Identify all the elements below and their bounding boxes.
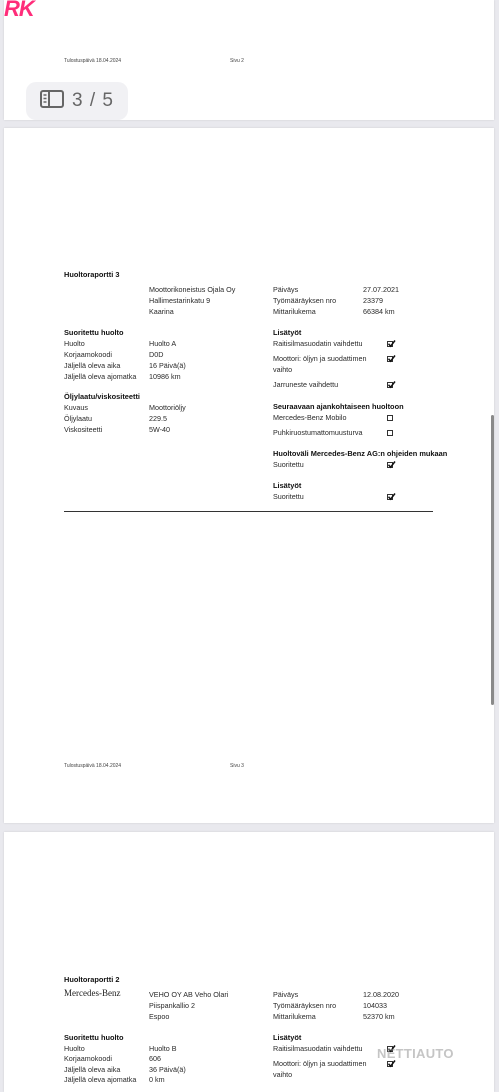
page-footer-printed-date: Tulostuspäivä 18.04.2024 — [64, 763, 122, 769]
service-section-title: Suoritettu huolto — [64, 328, 124, 337]
meta-label-date: Päiväys — [273, 285, 299, 294]
extras-item-label: Jarruneste vaihdettu — [273, 380, 339, 389]
next-service-checkbox — [387, 430, 393, 436]
next-service-checkbox — [387, 415, 393, 421]
service-value: 606 — [149, 1054, 161, 1063]
extras-item-label: Raitisilmasuodatin vaihdettu — [273, 339, 363, 348]
service-value: D0D — [149, 350, 164, 359]
extras2-checkbox-checked — [387, 494, 393, 500]
workshop-city: Espoo — [149, 1012, 170, 1021]
service-value: Huolto B — [149, 1044, 177, 1053]
report-title: Huoltoraportti 3 — [64, 270, 120, 279]
service-label: Korjaamokoodi — [64, 350, 112, 359]
oil-label: Kuvaus — [64, 403, 88, 412]
page-footer-printed-date: Tulostuspäivä 18.04.2024 — [64, 58, 122, 64]
service-label: Huolto — [64, 1044, 85, 1053]
service-label: Jäljellä oleva ajomatka — [64, 372, 137, 381]
extras-item-label: Moottori: öljyn ja suodattimen — [273, 354, 367, 363]
meta-value-odometer: 52370 km — [363, 1012, 395, 1021]
workshop-street: Piispankallio 2 — [149, 1001, 195, 1010]
oil-label: Viskositeetti — [64, 425, 103, 434]
sidebar-toggle-icon[interactable] — [40, 90, 64, 113]
interval-checkbox-checked — [387, 462, 393, 468]
meta-label-odometer: Mittarilukema — [273, 1012, 316, 1021]
service-value: 36 Päivä(ä) — [149, 1065, 186, 1074]
extras-checkbox-checked — [387, 341, 393, 347]
meta-value-date: 12.08.2020 — [363, 990, 399, 999]
section-divider — [64, 511, 433, 512]
next-service-section-title: Seuraavaan ajankohtaiseen huoltoon — [273, 402, 404, 411]
page-footer-page-number: Sivu 3 — [230, 763, 244, 769]
extras-item-label-cont: vaihto — [273, 365, 293, 374]
oil-value: 229.5 — [149, 414, 167, 423]
service-label: Jäljellä oleva aika — [64, 1065, 121, 1074]
meta-label-workorder: Työmääräyksen nro — [273, 1001, 337, 1010]
mercedes-benz-logo: Mercedes-Benz — [64, 988, 121, 998]
extras-item-label: Raitisilmasuodatin vaihdettu — [273, 1044, 363, 1053]
extras-checkbox-checked — [387, 356, 393, 362]
service-value: Huolto A — [149, 339, 177, 348]
extras-section-title: Lisätyöt — [273, 328, 302, 337]
extras-section-title: Lisätyöt — [273, 1033, 302, 1042]
meta-label-odometer: Mittarilukema — [273, 307, 316, 316]
extras-item-label-cont: vaihto — [273, 1070, 293, 1079]
workshop-city: Kaarina — [149, 307, 174, 316]
service-section-title: Suoritettu huolto — [64, 1033, 124, 1042]
meta-value-workorder: 104033 — [363, 1001, 387, 1010]
service-value: 0 km — [149, 1075, 165, 1084]
service-value: 10986 km — [149, 372, 181, 381]
page-indicator-text: 3 / 5 — [72, 90, 114, 111]
oil-value: Moottoriöljy — [149, 403, 186, 412]
extras-checkbox-checked — [387, 382, 393, 388]
meta-value-workorder: 23379 — [363, 296, 383, 305]
oil-label: Öljylaatu — [64, 414, 92, 423]
extras2-item-label: Suoritettu — [273, 492, 304, 501]
service-label: Jäljellä oleva ajomatka — [64, 1075, 137, 1084]
workshop-street: Hallimestarinkatu 9 — [149, 296, 211, 305]
interval-section-title: Huoltoväli Mercedes-Benz AG:n ohjeiden mukaan — [273, 449, 448, 458]
meta-value-date: 27.07.2021 — [363, 285, 399, 294]
vertical-scrollbar[interactable] — [491, 415, 494, 705]
service-label: Jäljellä oleva aika — [64, 361, 121, 370]
report-title: Huoltoraportti 2 — [64, 975, 120, 984]
oil-section-title: Öljylaatu/viskositeetti — [64, 392, 140, 401]
page-footer-page-number: Sivu 2 — [230, 58, 244, 64]
workshop-name: VEHO OY AB Veho Olari — [149, 990, 229, 999]
oil-value: 5W-40 — [149, 425, 171, 434]
extras-item-label: Moottori: öljyn ja suodattimen — [273, 1059, 367, 1068]
service-label: Huolto — [64, 339, 85, 348]
next-service-item-label: Puhkiruostumattomuusturva — [273, 428, 363, 437]
extras-checkbox-checked — [387, 1061, 393, 1067]
meta-label-workorder: Työmääräyksen nro — [273, 296, 337, 305]
nettiauto-watermark: NETTIAUTO — [377, 1046, 454, 1061]
meta-value-odometer: 66384 km — [363, 307, 395, 316]
service-label: Korjaamokoodi — [64, 1054, 112, 1063]
brand-logo: RK — [4, 0, 34, 21]
pdf-page-3 — [4, 128, 494, 823]
extras2-section-title: Lisätyöt — [273, 481, 302, 490]
workshop-name: Moottorikoneistus Ojala Oy — [149, 285, 236, 294]
meta-label-date: Päiväys — [273, 990, 299, 999]
interval-item-label: Suoritettu — [273, 460, 304, 469]
page-indicator[interactable] — [26, 82, 128, 120]
service-value: 16 Päivä(ä) — [149, 361, 186, 370]
next-service-item-label: Mercedes-Benz Mobilo — [273, 413, 347, 422]
